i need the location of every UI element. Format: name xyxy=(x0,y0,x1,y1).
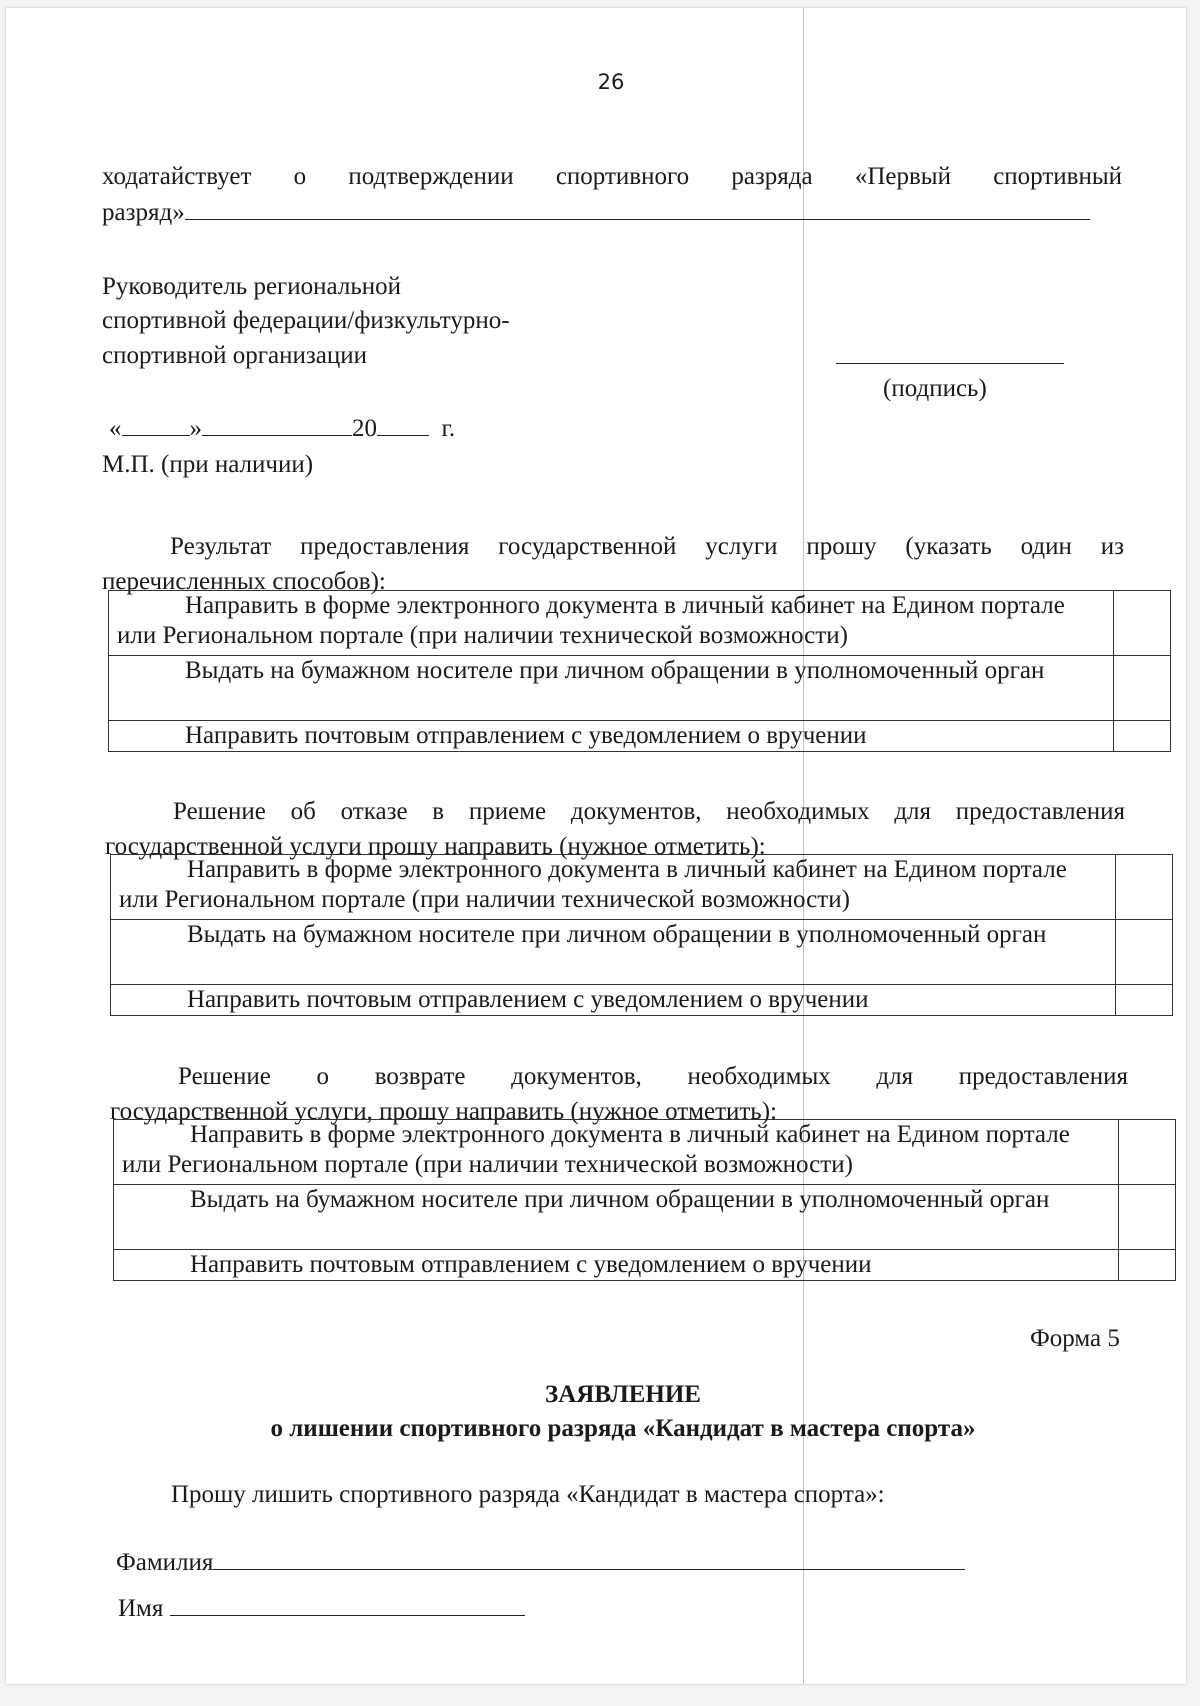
year-prefix: 20 xyxy=(352,415,377,442)
option-text: Выдать на бумажном носителе при личном обращении в уполномоченный орган xyxy=(109,656,1114,721)
intro-line-2 xyxy=(102,196,1112,230)
name-input-line[interactable] xyxy=(170,1615,525,1616)
option-text: Направить почтовым отправлением с уведомлением о вручении xyxy=(109,721,1114,752)
option-checkbox-post[interactable] xyxy=(1114,721,1171,752)
table-row xyxy=(109,721,1171,752)
option-checkbox-electronic[interactable] xyxy=(1116,855,1173,920)
section-1-line-1: Результат предоставления государственной услуги прошу (указать один из xyxy=(170,533,1124,560)
option-text: Выдать на бумажном носителе при личном обращении в уполномоченный орган xyxy=(111,920,1116,985)
table-row xyxy=(114,1250,1176,1281)
page-number: 26 xyxy=(597,70,625,94)
date-close-quote: » xyxy=(189,415,202,442)
statement-request: Прошу лишить спортивного разряда «Кандидат в мастера спорта»: xyxy=(171,1481,885,1508)
table-row xyxy=(111,855,1173,920)
table-row xyxy=(109,656,1171,721)
section-3-options-table xyxy=(113,1119,1176,1281)
surname-field xyxy=(116,1546,965,1580)
option-checkbox-paper[interactable] xyxy=(1116,920,1173,985)
option-checkbox-paper[interactable] xyxy=(1119,1185,1176,1250)
form-label: Форма 5 xyxy=(1030,1325,1120,1352)
date-open-quote: « xyxy=(109,415,122,442)
day-blank[interactable] xyxy=(122,435,190,436)
section-1-line-2: перечисленных способов): xyxy=(102,568,386,595)
month-blank[interactable] xyxy=(202,435,352,436)
section-2-line-2: государственной услуги прошу направить (нужное отметить): xyxy=(105,833,766,860)
section-3-line-2: государственной услуги, прошу направить (нужное отметить): xyxy=(110,1098,777,1125)
rank-blank-line[interactable] xyxy=(185,219,1090,220)
table-row xyxy=(111,920,1173,985)
section-2-line-1: Решение об отказе в приеме документов, необходимых для предоставления xyxy=(173,798,1125,825)
option-text: Направить в форме электронного документа в личный кабинет на Едином портале или Региональном портале (при наличии технической возможности) xyxy=(114,1120,1119,1185)
name-label: Имя xyxy=(118,1595,164,1622)
table-row xyxy=(114,1185,1176,1250)
option-text: Направить в форме электронного документа в личный кабинет на Едином портале или Региональном портале (при наличии технической возможности) xyxy=(109,591,1114,656)
name-field xyxy=(118,1592,525,1626)
stamp-note: М.П. (при наличии) xyxy=(102,451,314,478)
option-checkbox-post[interactable] xyxy=(1119,1250,1176,1281)
intro-line-1: ходатайствует о подтверждении спортивного разряда «Первый спортивный xyxy=(102,163,1122,190)
option-text: Направить почтовым отправлением с уведомлением о вручении xyxy=(111,985,1116,1016)
table-row xyxy=(114,1120,1176,1185)
section-2-options-table xyxy=(110,854,1173,1016)
option-text: Выдать на бумажном носителе при личном обращении в уполномоченный орган xyxy=(114,1185,1119,1250)
document-page xyxy=(6,8,1186,1684)
table-row xyxy=(111,985,1173,1016)
intro-line-2-text: разряд» xyxy=(102,199,185,226)
section-3-line-1: Решение о возврате документов, необходимых для предоставления xyxy=(178,1063,1128,1090)
option-checkbox-electronic[interactable] xyxy=(1114,591,1171,656)
option-text: Направить почтовым отправлением с уведомлением о вручении xyxy=(114,1250,1119,1281)
option-checkbox-post[interactable] xyxy=(1116,985,1173,1016)
date-line xyxy=(109,412,455,446)
signatory-line-2: спортивной федерации/физкультурно- xyxy=(102,307,510,334)
statement-title: ЗАЯВЛЕНИЕ xyxy=(545,1381,701,1408)
signature-caption: (подпись) xyxy=(883,375,987,402)
option-text: Направить в форме электронного документа в личный кабинет на Едином портале или Региональном портале (при наличии технической возможности) xyxy=(111,855,1116,920)
surname-input-line[interactable] xyxy=(213,1569,965,1570)
signature-line[interactable] xyxy=(836,363,1064,364)
option-checkbox-electronic[interactable] xyxy=(1119,1120,1176,1185)
signatory-line-3: спортивной организации xyxy=(102,342,367,369)
year-suffix: г. xyxy=(441,415,456,442)
signatory-line-1: Руководитель региональной xyxy=(102,273,401,300)
surname-label: Фамилия xyxy=(116,1549,214,1576)
statement-subtitle: о лишении спортивного разряда «Кандидат в мастера спорта» xyxy=(270,1415,976,1442)
table-row xyxy=(109,591,1171,656)
option-checkbox-paper[interactable] xyxy=(1114,656,1171,721)
section-1-options-table xyxy=(108,590,1171,752)
year-blank[interactable] xyxy=(377,435,429,436)
